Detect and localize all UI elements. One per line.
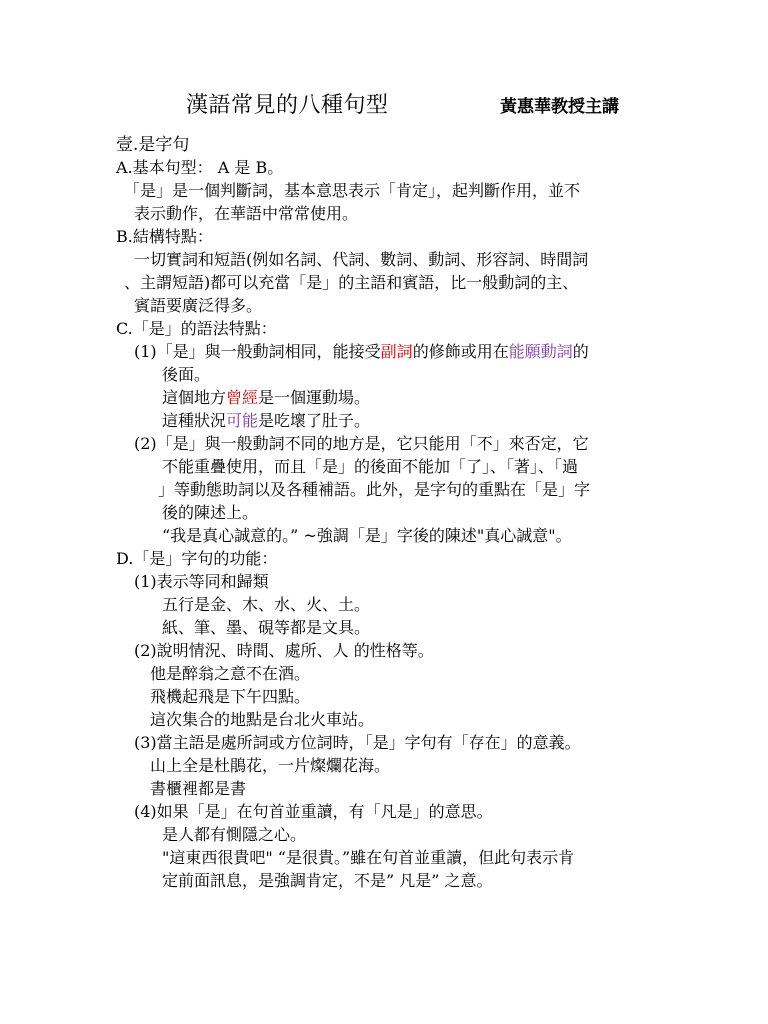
paragraph-line: 後的陳述上。 xyxy=(162,503,259,522)
example-line: 是人都有惻隱之心。 xyxy=(162,825,307,844)
text-span: (1)「是」與一般動詞相同，能接受 xyxy=(134,342,381,361)
highlight-purple: 能願動詞 xyxy=(508,342,573,361)
highlight-purple: 可能 xyxy=(226,411,259,430)
text-span: 這個地方 xyxy=(162,388,227,407)
paragraph-line: (2)「是」與一般動詞不同的地方是，它只能用「不」來否定，它 xyxy=(134,434,589,453)
paragraph-line xyxy=(134,341,589,363)
list-item: (4)如果「是」在句首並重讀，有「凡是」的意思。 xyxy=(134,802,493,821)
example-line: 這次集合的地點是台北火車站。 xyxy=(150,710,375,729)
section-heading: 壹.是字句 xyxy=(116,135,190,155)
example-line xyxy=(162,387,370,409)
paragraph-line: 」等動態助詞以及各種補語。此外，是字句的重點在「是」字 xyxy=(158,480,591,499)
example-line: 紙、筆、墨、硯等都是文具。 xyxy=(162,618,371,637)
example-line: 五行是金、木、水、火、土。 xyxy=(162,595,371,614)
paragraph-line: 不能重疊使用，而且「是」的後面不能加「了」、「著」、「過 xyxy=(162,457,579,476)
highlight-red: 曾經 xyxy=(226,388,259,407)
list-item: (1)表示等同和歸類 xyxy=(134,572,269,591)
subsection-heading: C.「是」的語法特點： xyxy=(116,319,277,338)
paragraph-line: 表示動作，在華語中常常使用。 xyxy=(134,204,359,223)
example-line: "這東西很貴吧" “是很貴。”雖在句首並重讀，但此句表示肯 xyxy=(162,848,575,867)
text-span: 的 xyxy=(572,342,589,361)
subsection-heading: A.基本句型： A 是 B。 xyxy=(116,158,284,177)
list-item: (2)說明情況、時間、處所、人 的性格等。 xyxy=(134,641,434,660)
paragraph-line: 、主謂短語)都可以充當「是」的主語和賓語，比一般動詞的主、 xyxy=(124,273,579,292)
text-span: 是吃壞了肚子。 xyxy=(258,411,371,430)
example-line xyxy=(162,410,370,432)
example-line: 他是醉翁之意不在酒。 xyxy=(150,664,311,683)
example-line: 山上全是杜鵑花，一片燦爛花海。 xyxy=(150,756,391,775)
document-title: 漢語常見的八種句型 xyxy=(186,93,389,118)
text-span: 這種狀況 xyxy=(162,411,227,430)
text-span: 的修飾或用在 xyxy=(412,342,509,361)
example-line: 飛機起飛是下午四點。 xyxy=(150,687,311,706)
example-line: “我是真心誠意的。” ~強調「是」字後的陳述"真心誠意"。 xyxy=(162,526,572,545)
text-span: 是一個運動場。 xyxy=(258,388,371,407)
paragraph-line: 後面。 xyxy=(162,365,211,384)
author-line: 黃惠華教授主講 xyxy=(500,97,619,117)
list-item: (3)當主語是處所詞或方位詞時，「是」字句有「存在」的意義。 xyxy=(134,733,581,752)
paragraph-line: 一切實詞和短語(例如名詞、代詞、數詞、動詞、形容詞、時間詞 xyxy=(134,250,589,269)
subsection-heading: B.結構特點： xyxy=(116,227,213,246)
paragraph-line: 定前面訊息，是強調肯定，不是” 凡是” 之意。 xyxy=(162,871,493,890)
highlight-red: 副詞 xyxy=(380,342,413,361)
paragraph-line: 賓語要廣泛得多。 xyxy=(134,296,263,315)
paragraph-line: 「是」是一個判斷詞，基本意思表示「肯定」，起判斷作用，並不 xyxy=(124,181,581,200)
example-line: 書櫃裡都是書 xyxy=(150,779,247,798)
subsection-heading: D.「是」字句的功能： xyxy=(116,549,278,568)
